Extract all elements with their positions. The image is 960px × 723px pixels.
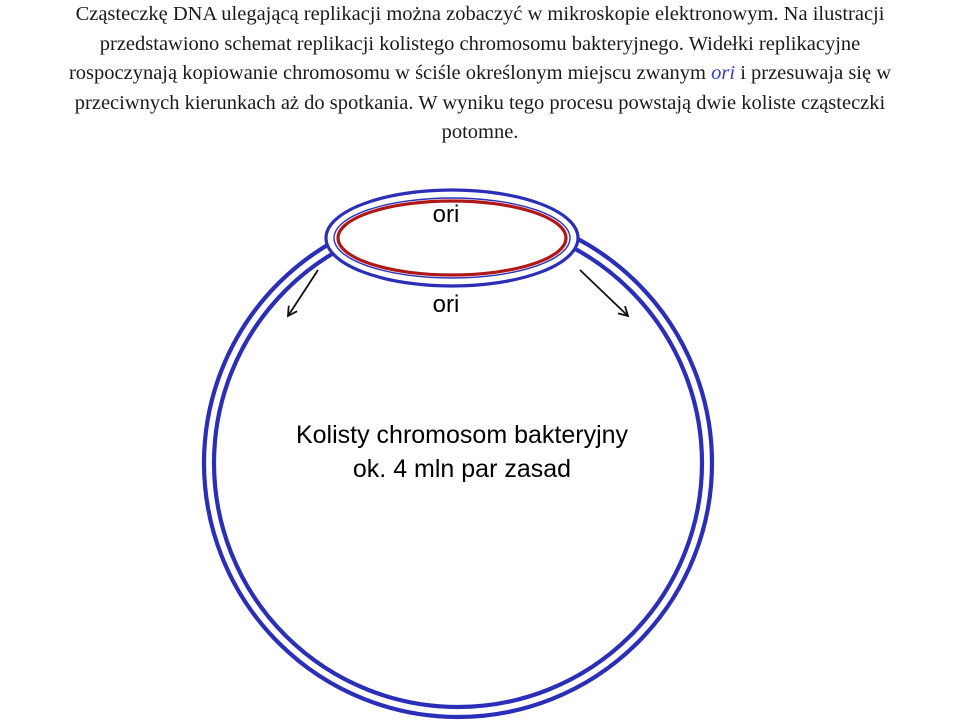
chromosome-label: Kolisty chromosom bakteryjny [295,421,629,449]
ori-label-bottom: ori [432,291,460,318]
intro-line-3-start: rospoczynają kopiowanie chromosomu w ściśle określonym miejscu zwanym [68,62,712,84]
intro-ori-term: ori [711,62,736,84]
intro-line-2: przedstawiono schemat replikacji kolistego chromosomu bakteryjnego. Widełki replikacyjne [99,32,861,55]
ori-label-top: ori [432,201,460,228]
intro-line-3-end: i przesuwaja się w [735,62,892,84]
intro-line-1: Cząsteczkę DNA ulegającą replikacji można zobaczyć w mikroskopie elektronowym. Na ilustracji [75,3,885,25]
chromosome-size-label: ok. 4 mln par zasad [352,455,572,483]
right-fork-arrow [580,270,628,316]
intro-line-4: przeciwnych kierunkach aż do spotkania. W wyniku tego procesu powstają dwie koliste cząsteczki [74,91,886,114]
intro-line-5: potomne. [441,121,519,143]
